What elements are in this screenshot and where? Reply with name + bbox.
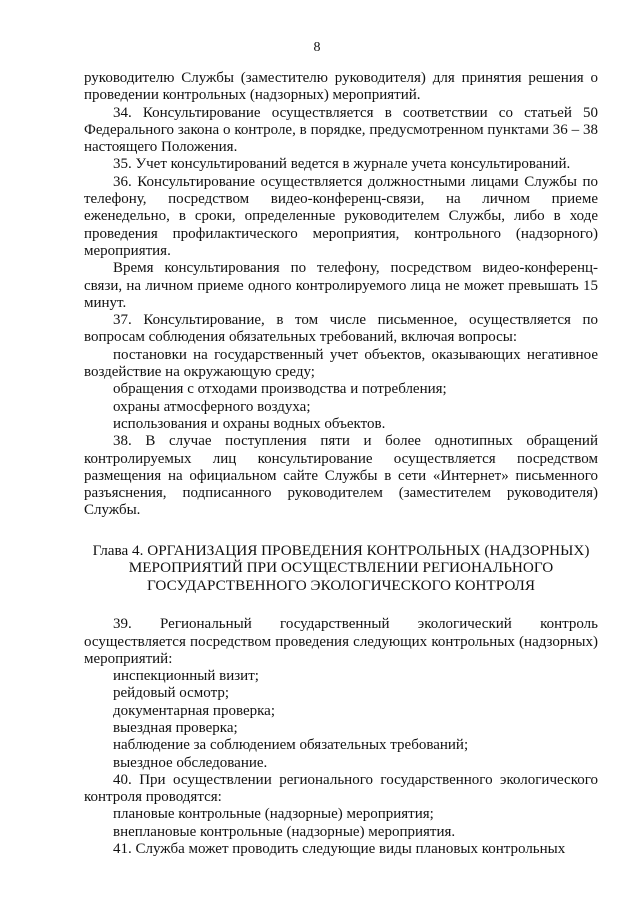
paragraph: охраны атмосферного воздуха; [113,398,311,415]
paragraph: плановые контрольные (надзорные) мероприятия; [113,806,434,823]
page-number: 8 [313,40,321,55]
paragraph: 36. Консультирование осуществляется должностными лицами Службы по телефону, посредством видео-конференц-связи, на личном приеме еженедельно, в сроки, определенные руководителем Службы, либо в ходе проведения профилактического мероприятия, контрольного (надзорного) мероприятия. [84,173,598,259]
paragraph: выездное обследование. [113,754,268,771]
paragraph: постановки на государственный учет объектов, оказывающих негативное воздействие на окружающую среду; [84,346,598,381]
paragraph: обращения с отходами производства и потребления; [113,381,447,398]
paragraph: документарная проверка; [113,702,275,719]
chapter-heading: Глава 4. ОРГАНИЗАЦИЯ ПРОВЕДЕНИЯ КОНТРОЛЬНЫХ (НАДЗОРНЫХ) МЕРОПРИЯТИЙ ПРИ ОСУЩЕСТВЛЕНИИ РЕГИОНАЛЬНОГО ГОСУДАРСТВЕННОГО ЭКОЛОГИЧЕСКОГО КОНТРОЛЯ [92,541,590,594]
paragraph: 37. Консультирование, в том числе письменное, осуществляется по вопросам соблюдения обязательных требований, включая вопросы: [84,312,598,346]
paragraph: инспекционный визит; [113,668,259,685]
paragraph: выездная проверка; [113,720,238,736]
paragraph: руководителю Службы (заместителю руководителя) для принятия решения о проведении контрольных (надзорных) мероприятий. [84,70,598,104]
paragraph-group-after [84,616,598,858]
paragraph: Время консультирования по телефону, посредством видео-конференц-связи, на личном приеме одного контролируемого лица не может превышать 15 минут. [84,260,598,311]
paragraph: 34. Консультирование осуществляется в соответствии со статьей 50 Федерального закона о контроле, в порядке, предусмотренном пунктами 36 – 38 настоящего Положения. [84,104,598,156]
paragraph: 38. В случае поступления пяти и более однотипных обращений контролируемых лиц консультирование осуществляется посредством размещения на официальном сайте Службы в сети «Интернет» письменного разъяснения, подписанного руководителем (заместителем руководителя) Службы. [84,433,598,519]
paragraph: 41. Служба может проводить следующие виды плановых контрольных [113,841,566,858]
paragraph: 39. Региональный государственный экологический контроль осуществляется посредством проведения следующих контрольных (надзорных) мероприятий: [84,616,598,667]
paragraph: рейдовый осмотр; [113,685,229,702]
paragraph: наблюдение за соблюдением обязательных требований; [113,737,469,754]
paragraph-group-before [84,70,598,520]
paragraph: использования и охраны водных объектов. [113,415,386,432]
document-body [84,70,598,858]
paragraph: внеплановые контрольные (надзорные) мероприятия. [113,823,456,840]
paragraph: 35. Учет консультирований ведется в журнале учета консультирований. [113,156,571,173]
paragraph: 40. При осуществлении регионального государственного экологического контроля проводятся: [84,771,598,806]
